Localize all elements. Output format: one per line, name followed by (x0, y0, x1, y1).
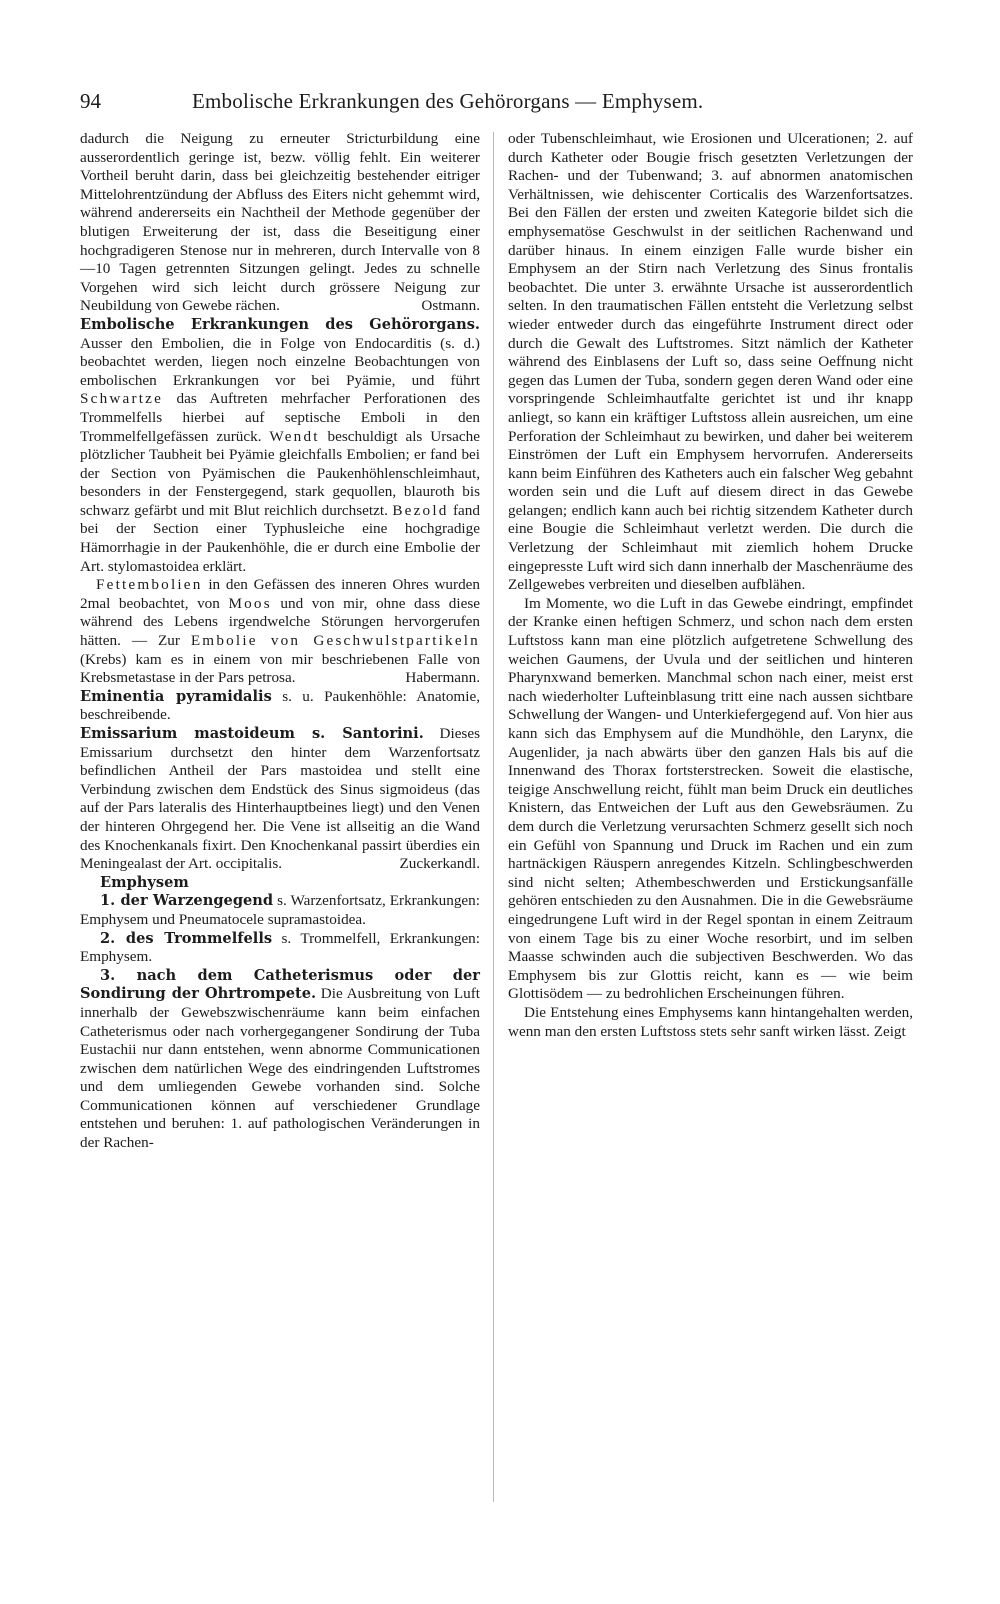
running-header (80, 85, 912, 119)
entry-eminentia (80, 688, 480, 725)
paragraph-text: dadurch die Neigung zu erneuter Stricturbildung eine ausserordentlich geringe ist, bezw. völlig fehlt. Ein weiterer Vortheil beruht darin, dass bei gleichzeitig bestehender eitriger Mittelohrentzündung der Abfluss des Eiters nicht gehemmt wird, während andererseits ein Nachtheil der Methode gegenüber der blutigen Erweiterung der ist, dass die Beseitigung einer hochgradigeren Stenose nur in mehreren, durch Intervalle von 8—10 Tagen getrennten Sitzungen gelingt. Jedes zu schnelle Vorgehen wird sich leicht durch grössere Neigung zur Neubildung von Gewebe rächen. (80, 130, 480, 315)
running-title: Embolische Erkrankungen des Gehörorgans — Emphysem. (192, 89, 704, 113)
entry-embolische (80, 316, 480, 576)
entry-text: das Auftreten mehrfacher Perforationen des Trommelfells hierbei auf septische Emboli in den Trommelfellgefässen zurück. (80, 390, 480, 445)
paragraph-text: (Krebs) kam es in einem von mir beschriebenen Falle von Krebsmetastase in der Pars petrosa. (80, 650, 480, 687)
subentry-text: Die Ausbreitung von Luft innerhalb der Gewebszwischenräume kann beim einfachen Catheterismus oder nach vorhergegangener Sondirung der Tuba Eustachii nur dann entstehen, wenn abnorme Communicationen zwischen dem natürlichen Wege des eindringenden Luftstromes und dem umliegenden Gewebe vorhanden sind. Solche Communicationen können auf verschiedener Grundlage entstehen und beruhen: 1. auf pathologischen Veränderungen in der Rachen- (80, 985, 480, 1152)
subentry-trommelfell (80, 930, 480, 967)
page-number: 94 (80, 89, 101, 113)
author-signature: Ostmann. (421, 297, 480, 315)
entry-text: Dieses Emissarium durchsetzt den hinter dem Warzenfortsatz befindlichen Antheil der Pars mastoidea und stellt eine Verbindung zwischen dem Endstück des Sinus sigmoideus (das auf der Pars lateralis des Hinterhauptbeines liegt) und den Venen der hinteren Ohrgegend her. Die Vene ist allseitig an die Wand des Knochenkanals fixirt. Den Knochenkanal passirt überdies ein Meningealast der Art. occipitalis. (80, 725, 480, 873)
subentry-heading: 2. des Trommelfells (100, 929, 273, 947)
entry-text: beschuldigt als Ursache plötzlicher Taubheit bei Pyämie gleichfalls Embolien; er fand bei der Section von Pyämischen die Paukenhöhlenschleimhaut, besonders in der Fenstergegend, stark gequollen, blauroth bis schwarz gefärbt und mit Blut reichlich durchsetzt. (80, 427, 480, 519)
paragraph-text: und von mir, ohne dass diese während des Lebens irgendwelche Störungen hervorgerufen hätten. — Zur (80, 594, 480, 650)
author-name: Moos (228, 594, 272, 612)
paragraph-text: in den Gefässen des inneren Ohres wurden 2mal beobachtet, von (80, 576, 480, 612)
subentry-heading: 3. nach dem Catheterismus oder der Sondirung der Ohrtrompete. (80, 966, 480, 1003)
author-signature: Zuckerkandl. (399, 855, 480, 873)
subentry-catheterismus (80, 967, 480, 1153)
entry-text: Ausser den Embolien, die in Folge von Endocarditis (s. d.) beobachtet werden, liegen noch einzelne Beobachtungen von embolischen Erkrankungen vor bei Pyämie, und führt (80, 334, 480, 389)
author-name: Wendt (269, 427, 320, 445)
paragraph-prevention: Die Entstehung eines Emphysems kann hintangehalten werden, wenn man den ersten Luftstoss stets sehr sanft wirken lässt. Zeigt (508, 1003, 913, 1040)
entry-heading: Eminentia pyramidalis (80, 687, 272, 705)
subentry-text: s. Warzenfortsatz, Erkrankungen: Emphysem und Pneumatocele supramastoidea. (80, 892, 480, 928)
subentry-text: s. Trommelfell, Erkrankungen: Emphysem. (80, 929, 480, 966)
entry-emphysem-heading (80, 874, 480, 893)
term-spaced: Fettembolien (96, 576, 203, 594)
subentry-warzengegend (80, 892, 480, 929)
entry-emissarium (80, 725, 480, 874)
term-spaced: Embolie von Geschwulstpartikeln (190, 632, 480, 650)
subentry-heading: 1. der Warzengegend (100, 892, 274, 910)
paragraph-symptoms: Im Momente, wo die Luft in das Gewebe eindringt, empfindet der Kranke einen heftigen Schmerz, und schon nach dem ersten Luftstoss kann man eine plötzlich aufgetretene Schwellung des weichen Gaumens, der Uvula und der seitlichen und hinteren Pharynxwand bemerken. Manchmal schon nach einer, meist erst nach wiederholter Lufteinblasung tritt eine nach aussen sichtbare Schwellung der Wangen- und Unterkiefergegend auf. Von hier aus kann sich das Emphysem auf die Mundhöhle, den Larynx, die Augenlider, ja nach abwärts über den ganzen Hals bis auf die Innenwand des Thorax fortsterstrecken. Soweit die elastische, teigige Anschwellung reicht, fühlt man beim Druck ein deutliches Knistern, das Entweichen der Luft aus den Gewebsräumen. Zu dem durch die Verletzung verursachten Schmerz gesellt sich noch ein Gefühl von Spannung und Druck im Rachen und ein zum hartnäckigen Räuspern anregendes Kitzeln. Schlingbeschwerden sind nicht selten; Athembeschwerden und Erstickungsanfälle gehören entschieden zu den Ausnahmen. Die in die Gewebsräume eingedrungene Luft wird in der Regel spontan in einem Zeitraum von einem Tage bis zu einer Woche resorbirt, und im selben Maasse schwinden auch die subjectiven Beschwerden. Wo das Emphysem bis zur Glottis reicht, kann es — wie beim Glottisödem — zu bedrohlichen Erscheinungen führen. (508, 594, 913, 1003)
paragraph-communications: oder Tubenschleimhaut, wie Erosionen und Ulcerationen; 2. auf durch Katheter oder Bougie frisch gesetzten Verletzungen der Rachen- und der Tubenwand; 3. auf abnormen anatomischen Verhältnissen, wie dehiscenter Corticalis des Warzenfortsatzes. Bei den Fällen der ersten und zweiten Kategorie bildet sich die emphysematöse Geschwulst in der seitlichen Rachenwand und darüber hinaus. In einem einzigen Falle wurde bisher ein Emphysem an der Stirn nach Verletzung des Sinus frontalis beobachtet. Die unter 3. erwähnte Ursache ist ausserordentlich selten. In den traumatischen Fällen entsteht die Verletzung selbst wieder entweder durch das eingeführte Instrument direct oder durch die Gewalt des Luftstromes. Sitzt nämlich der Katheter während des Einblasens der Luft so, dass seine Oeffnung nicht gegen das Lumen der Tuba, sondern gegen deren Wand oder eine vorspringende Schleimhautfalte gerichtet ist und ihr knapp anliegt, so kann ein kräftiger Luftstoss allein ausreichen, um eine Perforation der Schleimhaut zu bewirken, und daher bei weiterem Einströmen der Luft ein Emphysem hervorrufen. Andererseits kann beim Einführen des Katheters auch ein falscher Weg gebahnt worden sein und die Luft auf diesem direct in das Gewebe gelangen; endlich kann auch bei richtig sitzendem Katheter durch eine Bougie die Schleimhaut verletzt werden. Die durch die Verletzung der Schleimhaut mit ziemlich hohem Drucke eingepresste Luft wird sich dann innerhalb der Maschenräume des Zellgewebes verbreiten und dieselben aufblähen. (508, 130, 913, 594)
entry-heading: Emissarium mastoideum s. Santorini. (80, 725, 424, 742)
author-name: Schwartze (80, 390, 164, 408)
entry-text: fand bei der Section einer Typhusleiche eine hochgradige Hämorrhagie in der Paukenhöhle, die er durch eine Embolie der Art. stylomastoidea erklärt. (80, 501, 480, 575)
entry-text: s. u. Paukenhöhle: Anatomie, beschreibende. (80, 687, 480, 724)
right-column (508, 130, 913, 1041)
column-divider (493, 132, 494, 1502)
left-column (80, 130, 480, 1153)
entry-heading: Emphysem (100, 873, 189, 891)
author-name: Bezold (392, 501, 449, 519)
paragraph-fettembolien (80, 576, 480, 688)
entry-heading: Embolische Erkrankungen des Gehörorgans. (80, 315, 480, 333)
author-signature: Habermann. (405, 669, 480, 687)
paragraph-stricture (80, 130, 480, 316)
